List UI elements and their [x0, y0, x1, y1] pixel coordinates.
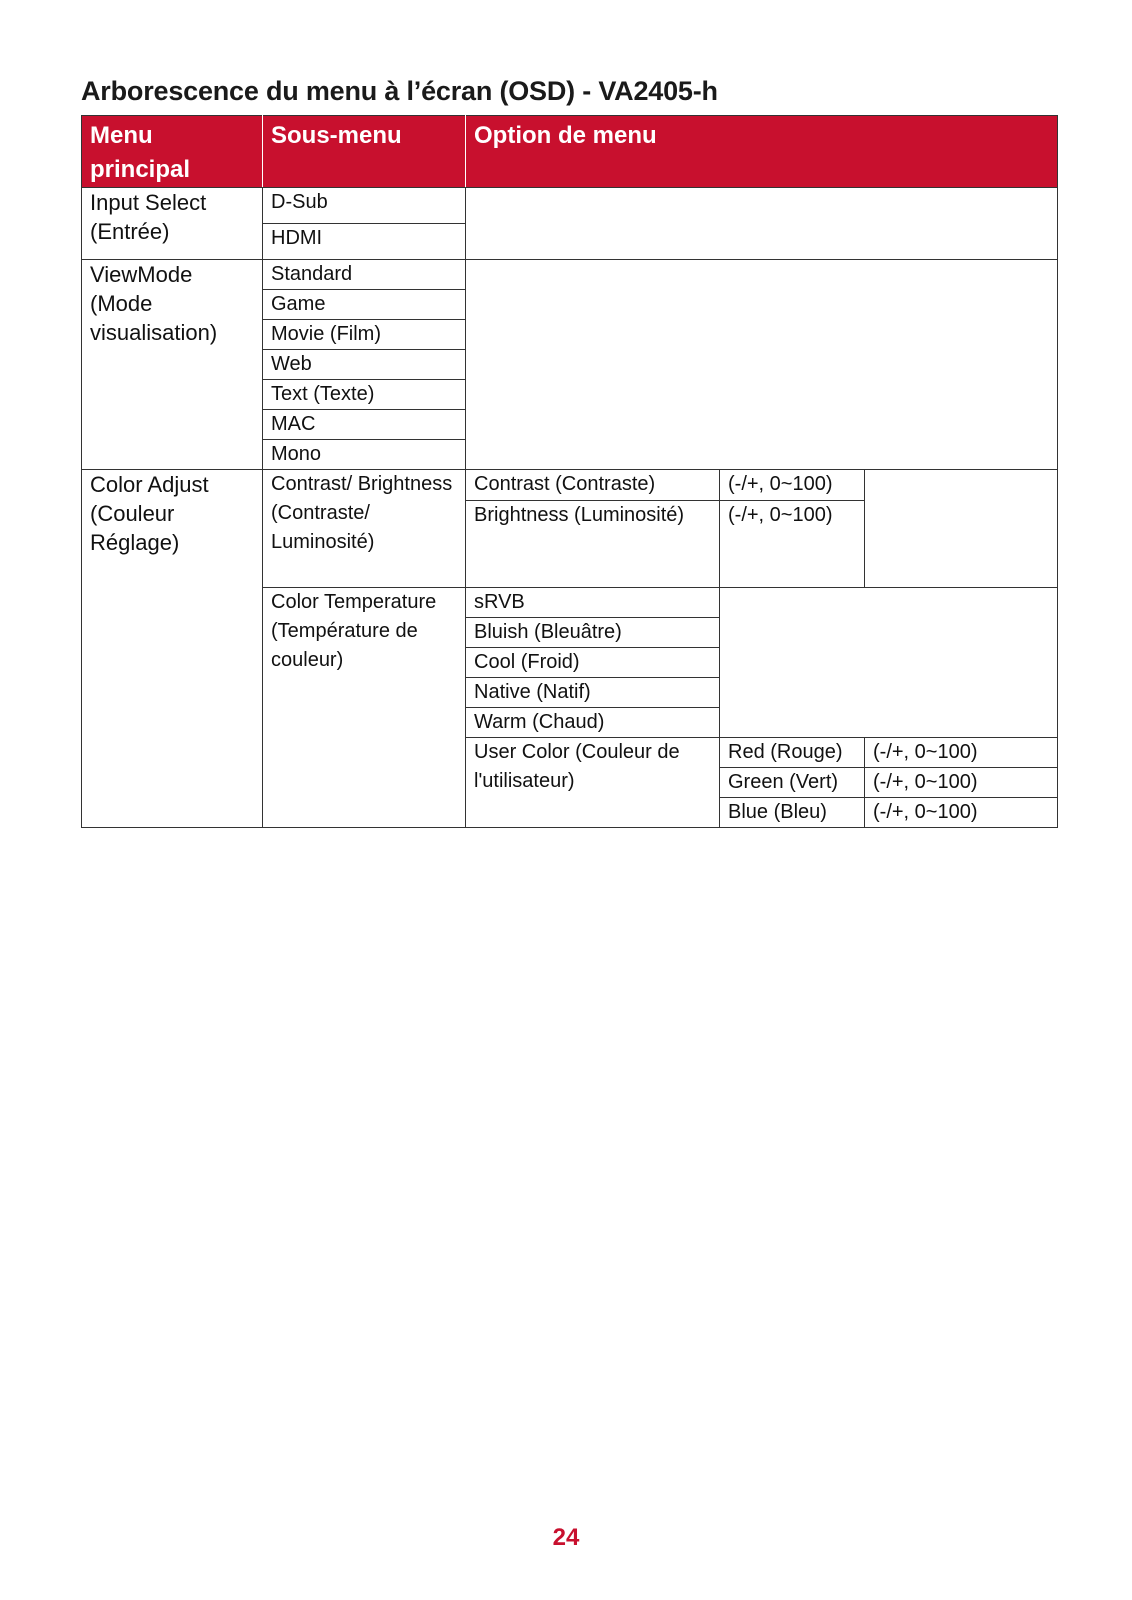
- submenu-item: Mono: [263, 440, 466, 470]
- option-range: (-/+, 0~100): [865, 738, 1058, 768]
- submenu-item: Game: [263, 290, 466, 320]
- option-range: (-/+, 0~100): [865, 768, 1058, 798]
- osd-menu-table: [81, 115, 1058, 828]
- submenu-item: HDMI: [263, 224, 466, 260]
- option-item: Warm (Chaud): [466, 708, 720, 738]
- submenu-item: Movie (Film): [263, 320, 466, 350]
- empty-cell: [865, 470, 1058, 588]
- submenu-item: D-Sub: [263, 188, 466, 224]
- submenu-item: Text (Texte): [263, 380, 466, 410]
- main-menu-color-adjust: Color Adjust (Couleur Réglage): [82, 470, 263, 828]
- option-range: (-/+, 0~100): [720, 501, 865, 588]
- channel-blue: Blue (Bleu): [720, 798, 865, 828]
- table-row: [82, 188, 1058, 224]
- option-brightness: Brightness (Luminosité): [466, 501, 720, 588]
- empty-cell: [466, 260, 1058, 470]
- page-number: 24: [552, 1524, 580, 1551]
- empty-cell: [720, 588, 1058, 738]
- page-title: Arborescence du menu à l’écran (OSD) - VA2405-h: [81, 76, 718, 106]
- submenu-item: MAC: [263, 410, 466, 440]
- option-range: (-/+, 0~100): [865, 798, 1058, 828]
- option-item: Cool (Froid): [466, 648, 720, 678]
- table-row: [82, 470, 1058, 501]
- header-menu-option: Option de menu: [466, 116, 1058, 188]
- submenu-item: Standard: [263, 260, 466, 290]
- option-user-color: User Color (Couleur de l'utilisateur): [466, 738, 720, 828]
- header-main-menu: Menu principal: [82, 116, 263, 188]
- submenu-contrast-brightness: Contrast/ Brightness (Contraste/ Luminosité): [263, 470, 466, 588]
- option-item: sRVB: [466, 588, 720, 618]
- main-menu-input-select: Input Select (Entrée): [82, 188, 263, 260]
- main-menu-viewmode: ViewMode (Mode visualisation): [82, 260, 263, 470]
- table-row: [82, 260, 1058, 290]
- submenu-item: Web: [263, 350, 466, 380]
- option-item: Native (Natif): [466, 678, 720, 708]
- channel-red: Red (Rouge): [720, 738, 865, 768]
- channel-green: Green (Vert): [720, 768, 865, 798]
- submenu-color-temperature: Color Temperature (Température de couleur): [263, 588, 466, 828]
- header-sub-menu: Sous-menu: [263, 116, 466, 188]
- option-range: (-/+, 0~100): [720, 470, 865, 501]
- empty-cell: [466, 188, 1058, 260]
- option-item: Bluish (Bleuâtre): [466, 618, 720, 648]
- option-contrast: Contrast (Contraste): [466, 470, 720, 501]
- header-row: [82, 116, 1058, 188]
